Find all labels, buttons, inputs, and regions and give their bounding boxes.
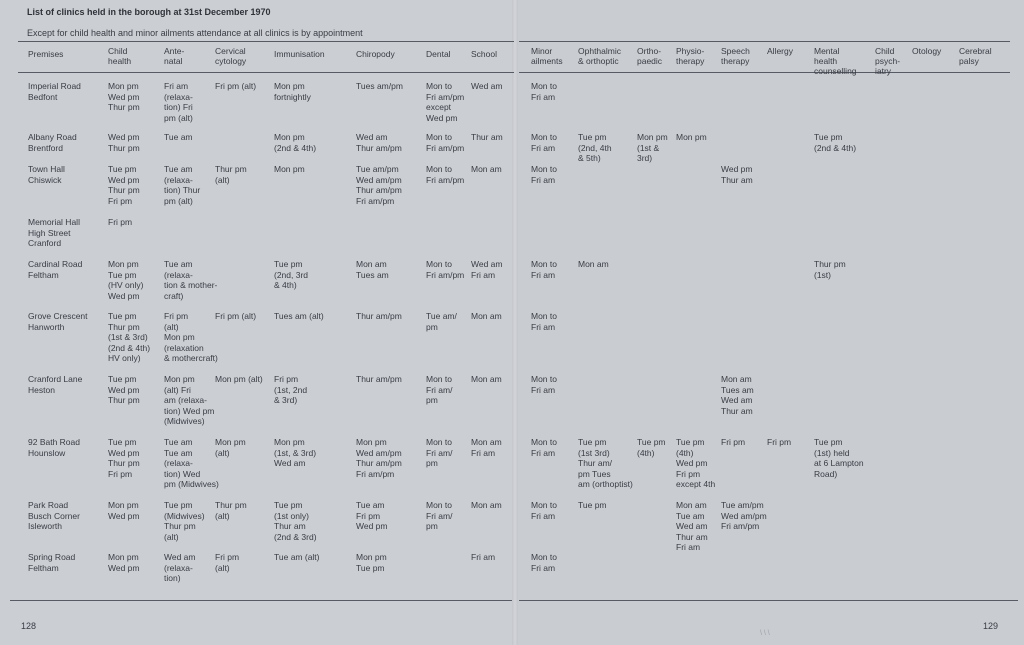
cell-dental: Mon to Fri am/pm except Wed pm	[426, 81, 465, 123]
cell-dental: Mon to Fri am/pm	[426, 259, 465, 280]
cell-chiropody: Thur am/pm	[356, 311, 402, 321]
column-header-dental: Dental	[426, 49, 451, 59]
cell-speech-therapy: Tue am/pm Wed am/pm Fri am/pm	[721, 500, 767, 531]
cell-chiropody: Thur am/pm	[356, 374, 402, 384]
column-header-immunisation: Immunisation	[274, 49, 325, 59]
column-header-cerebral-palsy: Cerebral palsy	[959, 46, 992, 66]
cell-minor-ailments: Mon to Fri am	[531, 81, 557, 102]
column-header-otology: Otology	[912, 46, 942, 56]
header-rule-bottom-left	[18, 72, 514, 73]
cell-speech-therapy: Fri pm	[721, 437, 746, 447]
cell-minor-ailments: Mon to Fri am	[531, 437, 557, 458]
cell-cervical-cytology: Mon pm (alt)	[215, 374, 263, 384]
cell-orthopaedic: Mon pm (1st & 3rd)	[637, 132, 668, 163]
cell-cervical-cytology: Thur pm (alt)	[215, 164, 247, 185]
cell-child-health: Mon pm Tue pm (HV only) Wed pm	[108, 259, 144, 301]
book-gutter	[512, 0, 518, 645]
column-header-premises: Premises	[28, 49, 64, 59]
cell-immunisation: Tues am (alt)	[274, 311, 324, 321]
cell-school: Wed am	[471, 81, 503, 91]
cell-school: Mon am	[471, 164, 502, 174]
cell-immunisation: Mon pm fortnightly	[274, 81, 311, 102]
cell-premises: Memorial Hall High Street Cranford	[28, 217, 80, 248]
cell-ante-natal: Tue am Tue am (relaxa- tion) Wed pm (Midwives)	[164, 437, 219, 489]
header-rule-top-right	[519, 41, 1010, 42]
cell-child-health: Mon pm Wed pm Thur pm	[108, 81, 140, 112]
cell-child-health: Mon pm Wed pm	[108, 552, 140, 573]
cell-child-health: Tue pm Thur pm (1st & 3rd) (2nd & 4th) HV only)	[108, 311, 151, 363]
cell-premises: Town Hall Chiswick	[28, 164, 65, 185]
right-page	[515, 0, 1024, 645]
page-number-left: 128	[21, 621, 37, 631]
cell-physiotherapy: Tue pm (4th) Wed pm Fri pm except 4th	[676, 437, 716, 489]
cell-school: Mon am	[471, 311, 502, 321]
cell-school: Fri am	[471, 552, 496, 562]
cell-minor-ailments: Mon to Fri am	[531, 132, 557, 153]
cell-mental-health: Tue pm (1st) held at 6 Lampton Road)	[814, 437, 864, 479]
cell-cervical-cytology: Mon pm (alt)	[215, 437, 246, 458]
cell-ophthalmic: Tue pm (2nd, 4th & 5th)	[578, 132, 612, 163]
cell-minor-ailments: Mon to Fri am	[531, 500, 557, 521]
cell-ante-natal: Tue am	[164, 132, 193, 142]
document-subtitle: Except for child health and minor ailments attendance at all clinics is by appointment	[27, 28, 363, 38]
cell-school: Mon am Fri am	[471, 437, 502, 458]
cell-ante-natal: Fri pm (alt) Mon pm (relaxation & mothercraft)	[164, 311, 218, 363]
cell-chiropody: Mon am Tues am	[356, 259, 389, 280]
cell-chiropody: Wed am Thur am/pm	[356, 132, 402, 153]
column-header-mental-health: Mental health counselling	[814, 46, 857, 76]
cell-dental: Mon to Fri am/ pm	[426, 374, 453, 405]
cell-ante-natal: Wed am (relaxa- tion)	[164, 552, 196, 583]
column-header-ante-natal: Ante- natal	[164, 46, 185, 66]
cell-school: Wed am Fri am	[471, 259, 503, 280]
cell-cervical-cytology: Fri pm (alt)	[215, 552, 240, 573]
cell-ante-natal: Fri am (relaxa- tion) Fri pm (alt)	[164, 81, 193, 123]
cell-speech-therapy: Wed pm Thur am	[721, 164, 753, 185]
cell-premises: Spring Road Feltham	[28, 552, 76, 573]
cell-premises: Cardinal Road Feltham	[28, 259, 83, 280]
cell-minor-ailments: Mon to Fri am	[531, 311, 557, 332]
cell-allergy: Fri pm	[767, 437, 792, 447]
cell-ante-natal: Tue am (relaxa- tion) Thur pm (alt)	[164, 164, 201, 206]
cell-school: Mon am	[471, 374, 502, 384]
column-header-child-psychiatry: Child psych- iatry	[875, 46, 901, 76]
cell-minor-ailments: Mon to Fri am	[531, 552, 557, 573]
cell-physiotherapy: Mon am Tue am Wed am Thur am Fri am	[676, 500, 708, 552]
cell-ante-natal: Tue pm (Midwives) Thur pm (alt)	[164, 500, 205, 542]
cell-chiropody: Tue am Fri pm Wed pm	[356, 500, 388, 531]
cell-ante-natal: Tue am (relaxa- tion & mother- craft)	[164, 259, 218, 301]
cell-immunisation: Tue pm (1st only) Thur am (2nd & 3rd)	[274, 500, 317, 542]
cell-ante-natal: Mon pm (alt) Fri am (relaxa- tion) Wed pm (Midwives)	[164, 374, 215, 426]
pencil-mark: \ \ \	[760, 630, 770, 637]
cell-physiotherapy: Mon pm	[676, 132, 707, 142]
cell-orthopaedic: Tue pm (4th)	[637, 437, 666, 458]
column-header-child-health: Child health	[108, 46, 132, 66]
cell-cervical-cytology: Fri pm (alt)	[215, 81, 257, 91]
cell-minor-ailments: Mon to Fri am	[531, 374, 557, 395]
column-header-orthopaedic: Ortho- paedic	[637, 46, 663, 66]
cell-mental-health: Tue pm (2nd & 4th)	[814, 132, 857, 153]
page-number-right: 129	[983, 621, 999, 631]
cell-dental: Tue am/ pm	[426, 311, 457, 332]
cell-child-health: Fri pm	[108, 217, 133, 227]
cell-mental-health: Thur pm (1st)	[814, 259, 846, 280]
column-header-allergy: Allergy	[767, 46, 793, 56]
cell-premises: Park Road Busch Corner Isleworth	[28, 500, 80, 531]
cell-immunisation: Mon pm (2nd & 4th)	[274, 132, 317, 153]
cell-school: Thur am	[471, 132, 503, 142]
cell-premises: Imperial Road Bedfont	[28, 81, 81, 102]
cell-dental: Mon to Fri am/ pm	[426, 437, 453, 468]
column-header-speech-therapy: Speech therapy	[721, 46, 750, 66]
column-header-physiotherapy: Physio- therapy	[676, 46, 705, 66]
cell-cervical-cytology: Fri pm (alt)	[215, 311, 257, 321]
cell-premises: Grove Crescent Hanworth	[28, 311, 88, 332]
cell-child-health: Mon pm Wed pm	[108, 500, 140, 521]
cell-immunisation: Mon pm	[274, 164, 305, 174]
column-header-chiropody: Chiropody	[356, 49, 395, 59]
document-title: List of clinics held in the borough at 31st December 1970	[27, 7, 271, 17]
cell-ophthalmic: Tue pm	[578, 500, 607, 510]
footer-rule-right	[519, 600, 1018, 601]
cell-child-health: Wed pm Thur pm	[108, 132, 140, 153]
cell-minor-ailments: Mon to Fri am	[531, 259, 557, 280]
cell-minor-ailments: Mon to Fri am	[531, 164, 557, 185]
cell-chiropody: Mon pm Tue pm	[356, 552, 387, 573]
column-header-minor-ailments: Minor ailments	[531, 46, 563, 66]
cell-immunisation: Fri pm (1st, 2nd & 3rd)	[274, 374, 308, 405]
cell-premises: Albany Road Brentford	[28, 132, 77, 153]
header-rule-top-left	[18, 41, 514, 42]
cell-dental: Mon to Fri am/pm	[426, 132, 465, 153]
cell-ophthalmic: Tue pm (1st 3rd) Thur am/ pm Tues am (orthoptist)	[578, 437, 633, 489]
cell-immunisation: Tue pm (2nd, 3rd & 4th)	[274, 259, 309, 290]
cell-child-health: Tue pm Wed pm Thur pm	[108, 374, 140, 405]
footer-rule-left	[10, 600, 512, 601]
cell-child-health: Tue pm Wed pm Thur pm Fri pm	[108, 164, 140, 206]
cell-dental: Mon to Fri am/pm	[426, 164, 465, 185]
cell-premises: 92 Bath Road Hounslow	[28, 437, 80, 458]
header-rule-bottom-right	[519, 72, 1010, 73]
cell-ophthalmic: Mon am	[578, 259, 609, 269]
cell-dental: Mon to Fri am/ pm	[426, 500, 453, 531]
cell-immunisation: Mon pm (1st, & 3rd) Wed am	[274, 437, 317, 468]
cell-immunisation: Tue am (alt)	[274, 552, 320, 562]
cell-chiropody: Tue am/pm Wed am/pm Thur am/pm Fri am/pm	[356, 164, 402, 206]
column-header-cervical-cytology: Cervical cytology	[215, 46, 247, 66]
cell-chiropody: Mon pm Wed am/pm Thur am/pm Fri am/pm	[356, 437, 402, 479]
column-header-ophthalmic: Ophthalmic & orthoptic	[578, 46, 621, 66]
column-header-school: School	[471, 49, 497, 59]
cell-premises: Cranford Lane Heston	[28, 374, 83, 395]
cell-speech-therapy: Mon am Tues am Wed am Thur am	[721, 374, 754, 416]
cell-cervical-cytology: Thur pm (alt)	[215, 500, 247, 521]
cell-chiropody: Tues am/pm	[356, 81, 403, 91]
cell-child-health: Tue pm Wed pm Thur pm Fri pm	[108, 437, 140, 479]
cell-school: Mon am	[471, 500, 502, 510]
